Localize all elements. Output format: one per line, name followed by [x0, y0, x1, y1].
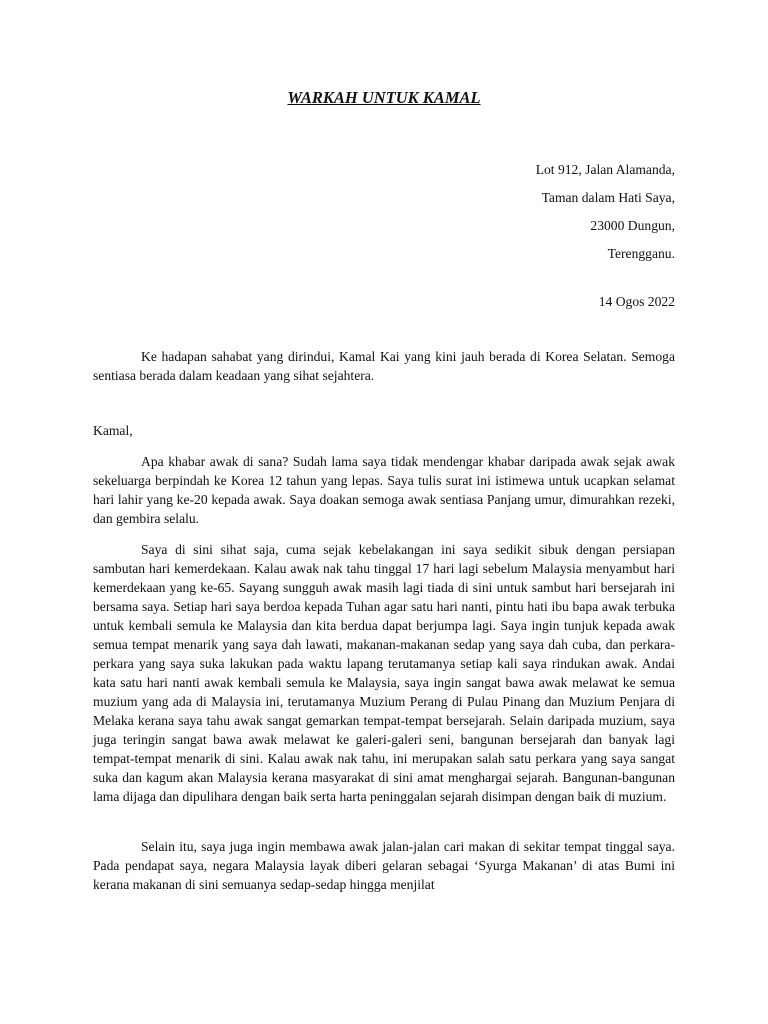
letter-date: 14 Ogos 2022 — [598, 294, 675, 309]
address-line: 23000 Dungun, — [590, 218, 675, 233]
address-line: Terengganu. — [607, 246, 675, 261]
greeting: Kamal, — [93, 423, 133, 438]
letter-body — [93, 347, 675, 894]
opening-paragraph: Ke hadapan sahabat yang dirindui, Kamal Kai yang kini jauh berada di Korea Selatan. Semoga sentiasa berada dalam keadaan yang sihat sejahtera. — [93, 349, 675, 383]
sender-address — [536, 156, 675, 268]
body-paragraph: Apa khabar awak di sana? Sudah lama saya tidak mendengar khabar daripada awak sejak awak sekeluarga berpindah ke Korea 12 tahun yang lepas. Saya tulis surat ini istimewa untuk ucapkan selamat hari lahir yang ke-20 kepada awak. Saya doakan semoga awak sentiasa Panjang umur, dimurahkan rezeki, dan gembira selalu. — [93, 454, 675, 526]
address-line: Taman dalam Hati Saya, — [541, 190, 675, 205]
body-paragraph: Selain itu, saya juga ingin membawa awak jalan-jalan cari makan di sekitar tempat tinggal saya. Pada pendapat saya, negara Malaysia layak diberi gelaran sebagai ‘Syurga Makanan’ di atas Bumi ini kerana makanan di sini semuanya sedap-sedap hingga menjilat — [93, 839, 675, 892]
address-line: Lot 912, Jalan Alamanda, — [535, 162, 675, 177]
body-paragraph: Saya di sini sihat saja, cuma sejak kebelakangan ini saya sedikit sibuk dengan persiapan sambutan hari kemerdekaan. Kalau awak nak tahu tinggal 17 hari lagi sebelum Malaysia menyambut hari kemerdekaan yang ke-65. Sayang sungguh awak masih lagi tiada di sini untuk sambut hari bersejarah ini bersama saya. Setiap hari saya berdoa kepada Tuhan agar satu hari nanti, pintu hati ibu bapa awak terbuka untuk kembali semula ke Malaysia dan kita berdua dapat berjumpa lagi. Saya ingin tunjuk kepada awak semua tempat menarik yang saya dah lawati, makanan-makanan sedap yang saya dah cuba, dan perkara-perkara yang saya suka lakukan pada waktu lapang terutamanya setiap kali saya rindukan awak. Andai kata satu hari nanti awak kembali semula ke Malaysia, saya ingin sangat bawa awak melawat ke semua muzium yang ada di Malaysia ini, terutamanya Muzium Perang di Pulau Pinang dan Muzium Penjara di Melaka kerana saya tahu awak sangat gemarkan tempat-tempat bersejarah. Selain daripada muzium, saya juga teringin sangat bawa awak melawat ke galeri-galeri seni, bangunan bersejarah dan banyak lagi tempat-tempat menarik di sini. Kalau awak nak tahu, ini merupakan salah satu perkara yang saya sangat suka dan kagum akan Malaysia kerana masyarakat di sini amat menghargai sejarah. Bangunan-bangunan lama dijaga dan dipulihara dengan baik serta harta peninggalan sejarah disimpan dengan baik di muzium. — [93, 542, 675, 804]
letter-title: WARKAH UNTUK KAMAL — [287, 88, 481, 107]
